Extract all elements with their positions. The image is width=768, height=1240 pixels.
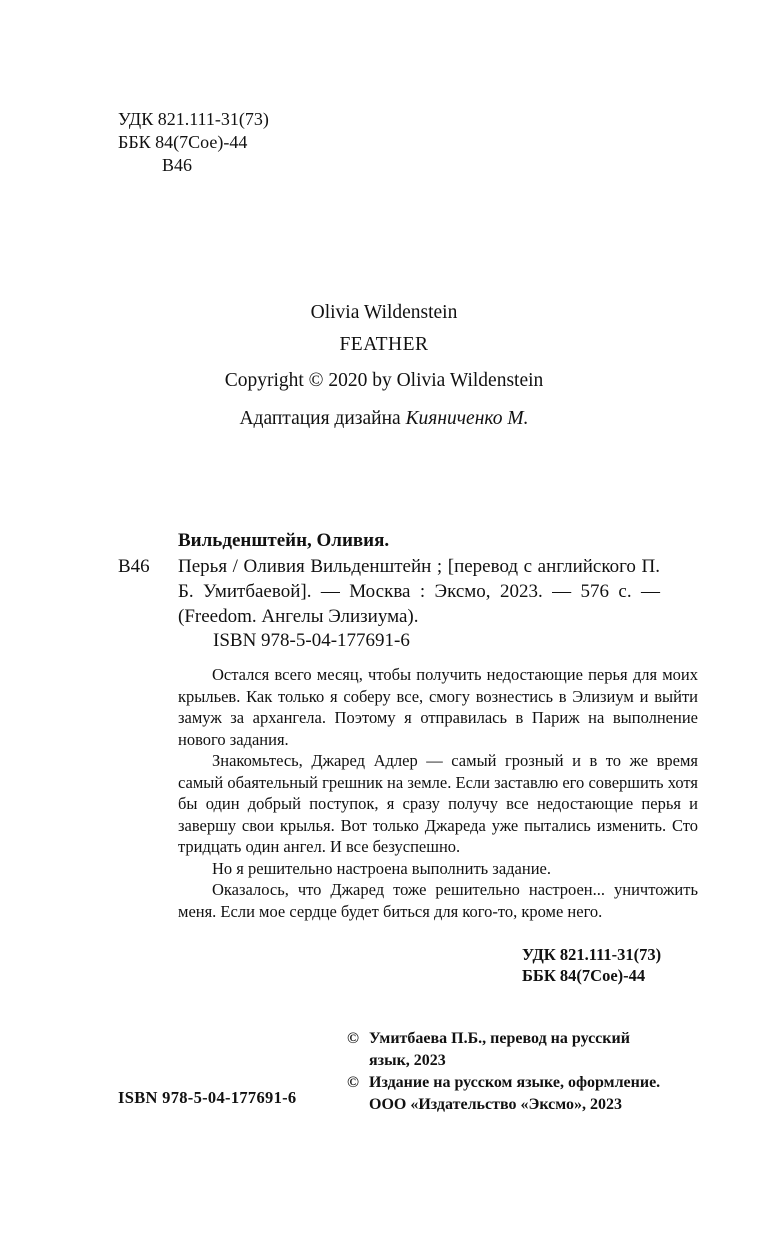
- udk-code: УДК 821.111-31(73): [118, 109, 269, 129]
- original-author: Olivia Wildenstein: [310, 302, 458, 323]
- classification-right: [522, 944, 661, 986]
- rights-block: [347, 1028, 727, 1116]
- edition-rights-line2: ООО «Издательство «Эксмо», 2023: [369, 1096, 622, 1113]
- design-credit-name: Кияниченко М.: [405, 408, 529, 429]
- edition-rights-line1: Издание на русском языке, оформление.: [369, 1074, 661, 1091]
- translation-rights-line1: Умитбаева П.Б., перевод на русский: [369, 1030, 630, 1047]
- biblio-heading: Вильденштейн, Оливия.: [178, 530, 390, 551]
- udk-code-right: УДК 821.111-31(73): [522, 945, 662, 964]
- bbk-code-right: ББК 84(7Сое)-44: [522, 966, 646, 985]
- copyright-line: Copyright © 2020 by Olivia Wildenstein: [224, 370, 544, 391]
- biblio-description: [178, 554, 660, 629]
- annotation: [178, 664, 698, 922]
- biblio-isbn: ISBN 978-5-04-177691-6: [213, 630, 410, 651]
- footer-isbn: ISBN 978-5-04-177691-6: [118, 1088, 297, 1107]
- edition-rights: [347, 1072, 727, 1094]
- annotation-paragraph: Но я решительно настроена выполнить задание.: [212, 858, 551, 878]
- classification-block: [118, 108, 269, 177]
- design-credit-prefix: Адаптация дизайна: [239, 408, 406, 429]
- author-mark: В46: [162, 155, 193, 175]
- biblio-code: В46: [118, 556, 150, 577]
- original-title: FEATHER: [339, 334, 429, 355]
- copyright-symbol: ©: [347, 1030, 359, 1047]
- annotation-paragraph: Оказалось, что Джаред тоже решительно настроен... уничтожить меня. Если мое сердце будет биться для кого-то, кроме него.: [178, 880, 698, 921]
- annotation-paragraph: Остался всего месяц, чтобы получить недостающие перья для моих крыльев. Как только я соберу все, смогу вознестись в Элизиум и выйти замуж за архангела. Поэтому я отправилась в Париж на выполнение нового задания.: [178, 665, 698, 749]
- biblio-description-text: Перья / Оливия Вильденштейн ; [перевод с английского П. Б. Умитбаевой]. — Москва : Эксмо, 2023. — 576 с. — (Freedom. Ангелы Элизиума).: [178, 556, 660, 627]
- design-credit: [0, 408, 768, 430]
- bbk-code: ББК 84(7Сое)-44: [118, 132, 248, 152]
- copyright-symbol: ©: [347, 1074, 359, 1091]
- annotation-paragraph: Знакомьтесь, Джаред Адлер — самый грозный и в то же время самый обаятельный грешник на земле. Если заставлю его совершить хотя бы один добрый поступок, я сразу получу все недостающие перья и завершу свои крылья. Вот только Джареда уже пытались изменить. Сто тридцать один ангел. И все безуспешно.: [178, 751, 698, 856]
- translation-rights-line2: язык, 2023: [369, 1052, 446, 1069]
- translation-rights: [347, 1028, 727, 1050]
